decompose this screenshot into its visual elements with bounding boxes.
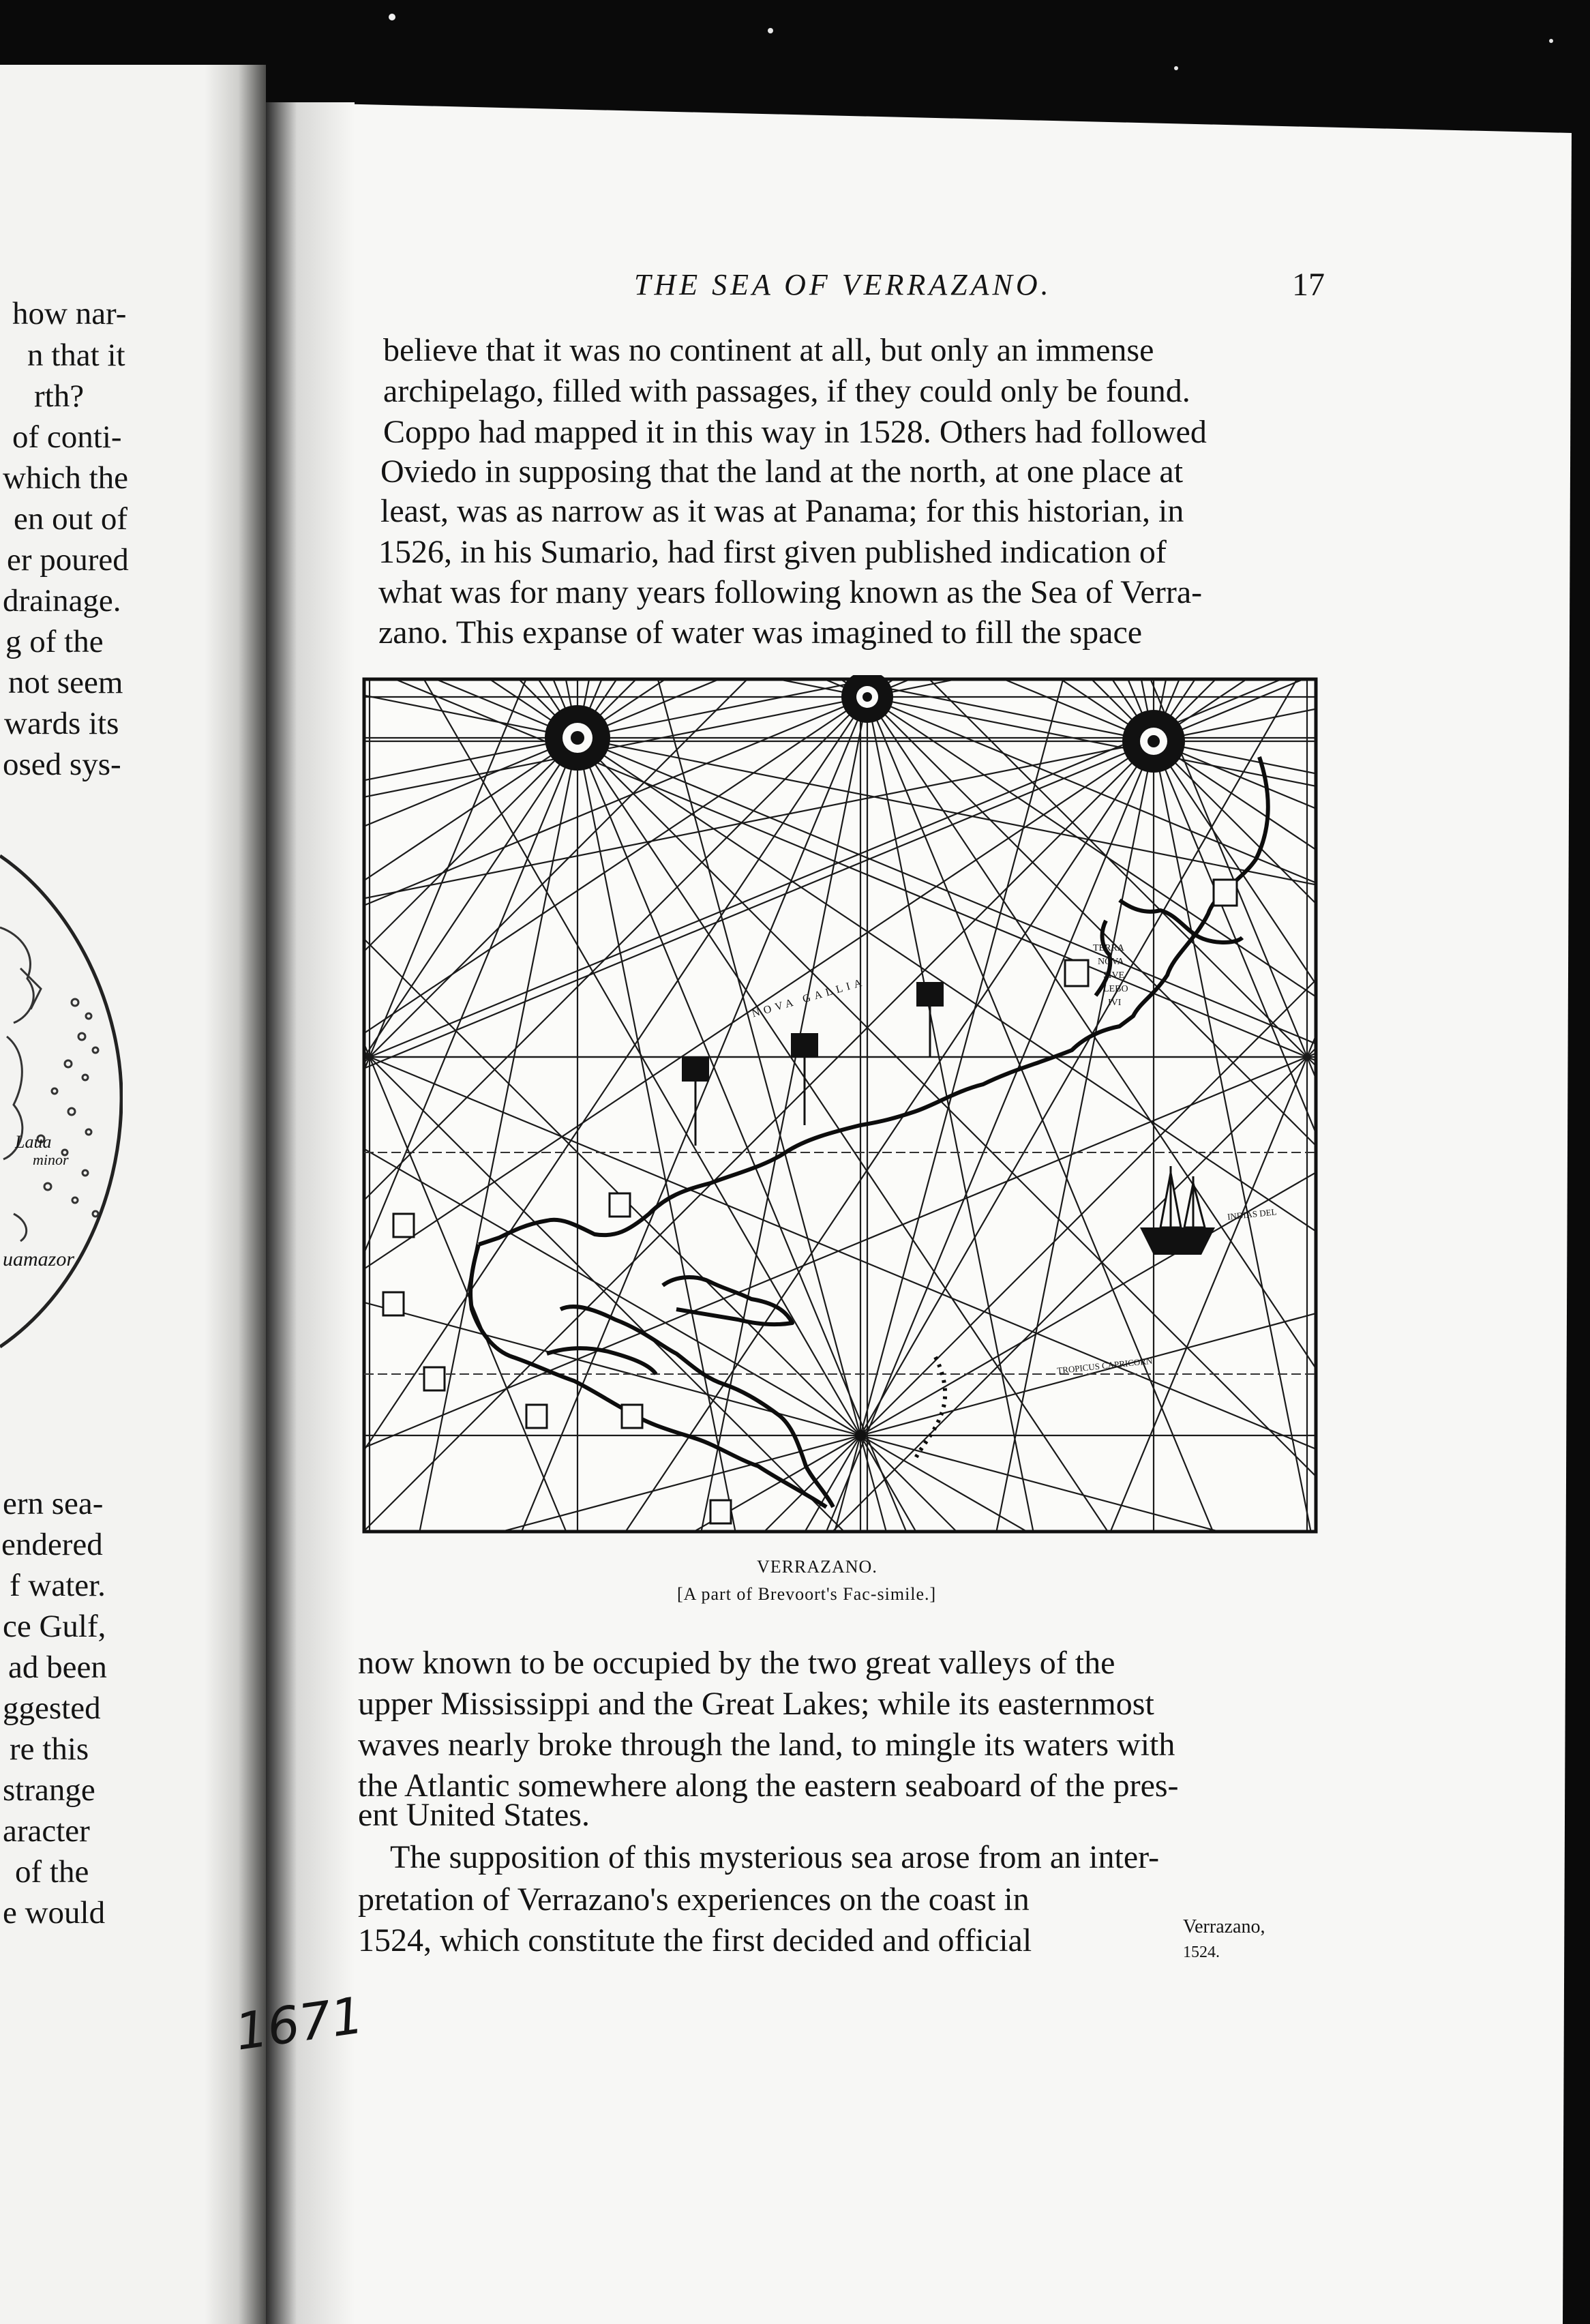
- left-line-3: rth?: [34, 378, 85, 414]
- left-line-6: en out of: [14, 501, 128, 537]
- left-map-label-b: minor: [33, 1151, 69, 1168]
- p1-line-5: least, was as narrow as it was at Panama; for this historian, in: [380, 493, 1184, 529]
- handwritten-number: 1671: [231, 1986, 368, 2062]
- left-map-label-a: Laua: [15, 1132, 52, 1152]
- map-label-lebo: LEBO: [1103, 984, 1128, 994]
- compass-rose-right: [1122, 710, 1185, 773]
- left-line-13: ern sea-: [3, 1486, 104, 1521]
- p1-line-7: what was for many years following known as the Sea of Verra-: [378, 574, 1203, 610]
- p3-line-1: The supposition of this mysterious sea arose from an inter-: [390, 1839, 1160, 1875]
- margin-note-year: 1524.: [1183, 1943, 1220, 1961]
- p2-line-5: ent United States.: [358, 1797, 590, 1833]
- p1-line-3: Coppo had mapped it in this way in 1528. Others had followed: [383, 414, 1207, 450]
- verrazano-map: [356, 675, 1323, 1534]
- left-line-16: ce Gulf,: [3, 1609, 106, 1644]
- p2-line-3: waves nearly broke through the land, to mingle its waters with: [358, 1727, 1175, 1763]
- left-line-11: wards its: [4, 706, 119, 741]
- map-label-sive: SIVE: [1103, 970, 1125, 981]
- p1-line-4: Oviedo in supposing that the land at the north, at one place at: [380, 453, 1184, 490]
- map-label-nova: NOVA: [1098, 957, 1124, 967]
- left-line-14: endered: [1, 1527, 103, 1562]
- left-map-fragment: [0, 832, 123, 1371]
- left-line-7: er poured: [7, 542, 129, 578]
- left-line-5: which the: [3, 460, 129, 496]
- caption-title: VERRAZANO.: [757, 1557, 877, 1577]
- left-line-10: not seem: [8, 665, 123, 700]
- p2-line-4: the Atlantic somewhere along the eastern seaboard of the pres-: [358, 1768, 1179, 1804]
- map-label-nova-gallia: NOVA GALLIA: [750, 976, 867, 1020]
- caption-subtitle: [A part of Brevoort's Fac-simile.]: [677, 1584, 937, 1604]
- left-line-15: f water.: [10, 1568, 106, 1603]
- map-label-indias: INDIAS DEL: [1227, 1206, 1278, 1222]
- left-line-12: osed sys-: [3, 747, 121, 782]
- left-line-22: of the: [15, 1854, 89, 1890]
- left-line-23: e would: [3, 1895, 106, 1931]
- left-line-9: g of the: [5, 624, 104, 659]
- left-line-4: of conti-: [12, 419, 122, 455]
- left-line-1: how nar-: [12, 296, 127, 331]
- compass-rose-bottom: [855, 1430, 866, 1441]
- map-label-ivi: IVI: [1108, 998, 1122, 1008]
- p1-line-6: 1526, in his Sumario, had first given published indication of: [378, 534, 1167, 570]
- map-frame: [364, 679, 1316, 1532]
- left-line-20: strange: [3, 1772, 95, 1808]
- map-label-terra: TERRA: [1093, 943, 1124, 953]
- p1-line-2: archipelago, filled with passages, if they could only be found.: [383, 373, 1190, 409]
- map-label-tropic: TROPICUS CAPRICORN: [1056, 1355, 1153, 1376]
- left-map-label-c: uamazor: [3, 1248, 75, 1270]
- p1-line-1: believe that it was no continent at all, but only an immense: [383, 332, 1154, 368]
- left-line-2: n that it: [27, 338, 125, 373]
- compass-rose-left: [545, 705, 610, 771]
- p2-line-2: upper Mississippi and the Great Lakes; while its easternmost: [358, 1686, 1154, 1722]
- p3-line-2: pretation of Verrazano's experiences on the coast in: [358, 1881, 1030, 1918]
- running-head: THE SEA OF VERRAZANO.: [634, 268, 1052, 301]
- left-line-21: aracter: [3, 1813, 90, 1849]
- left-line-18: ggested: [3, 1690, 101, 1726]
- p2-line-1: now known to be occupied by the two great valleys of the: [358, 1645, 1115, 1681]
- left-line-8: drainage.: [3, 583, 121, 619]
- left-line-19: re this: [10, 1731, 89, 1767]
- margin-note-name: Verrazano,: [1183, 1916, 1265, 1937]
- left-line-17: ad been: [8, 1650, 107, 1685]
- p1-line-8: zano. This expanse of water was imagined to fill the space: [378, 614, 1143, 651]
- p3-line-3: 1524, which constitute the first decided and official: [358, 1922, 1032, 1958]
- page-number: 17: [1292, 267, 1325, 303]
